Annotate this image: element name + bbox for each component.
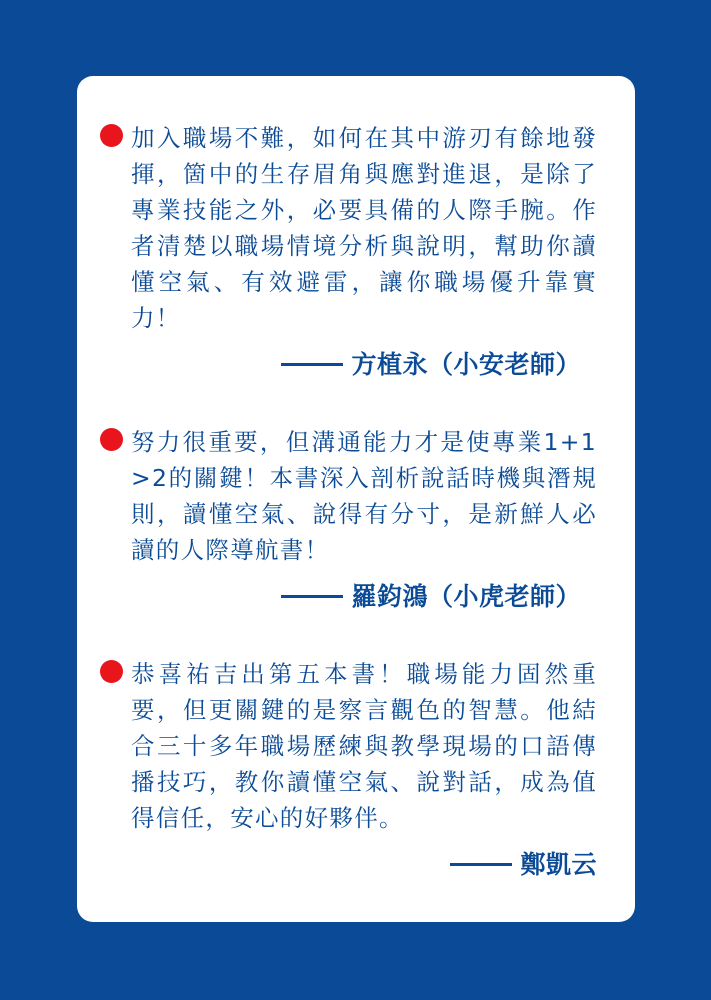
testimonial-author: 鄭凱云: [520, 850, 597, 879]
dash-icon: [281, 363, 343, 366]
testimonial-card: [77, 76, 635, 922]
testimonial-quote: 恭喜祐吉出第五本書！職場能力固然重要，但更關鍵的是察言觀色的智慧。他結合三十多年職場歷練與教學現場的口語傳播技巧，教你讀懂空氣、說對話，成為值得信任，安心的好夥伴。: [131, 660, 597, 832]
testimonial-attribution: [131, 578, 597, 616]
testimonial-3: [77, 656, 635, 884]
testimonial-quote: 努力很重要，但溝通能力才是使專業1+1>2的關鍵！本書深入剖析說話時機與潛規則，讀懂空氣、說得有分寸，是新鮮人必讀的人際導航書！: [131, 428, 597, 564]
dash-icon: [450, 863, 512, 866]
testimonial-attribution: [131, 846, 597, 884]
red-dot-icon: [100, 428, 123, 451]
testimonial-2: [77, 424, 635, 616]
testimonial-1: [77, 120, 635, 384]
red-dot-icon: [100, 660, 123, 683]
red-dot-icon: [100, 124, 123, 147]
dash-icon: [281, 595, 343, 598]
testimonial-quote: 加入職場不難，如何在其中游刃有餘地發揮，箇中的生存眉角與應對進退，是除了專業技能之外，必要具備的人際手腕。作者清楚以職場情境分析與說明，幫助你讀懂空氣、有效避雷，讓你職場優升靠實力！: [131, 124, 597, 332]
testimonial-attribution: [131, 346, 597, 384]
testimonial-author: 羅鈞鴻（小虎老師）: [351, 582, 581, 611]
testimonial-author: 方植永（小安老師）: [351, 350, 581, 379]
